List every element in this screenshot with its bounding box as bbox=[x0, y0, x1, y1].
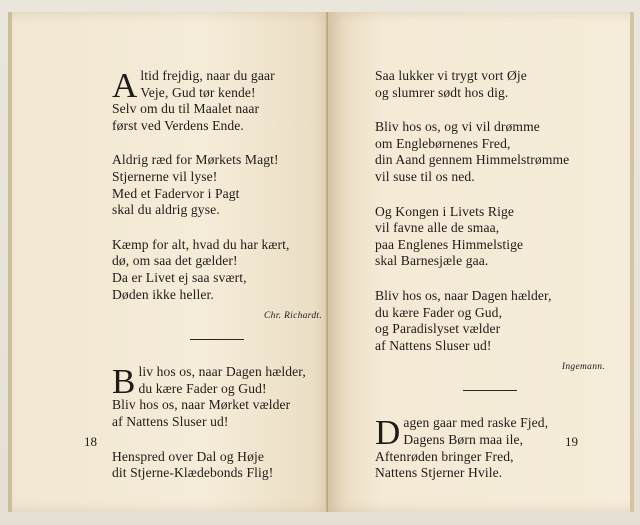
verse-line: først ved Verdens Ende. bbox=[112, 117, 244, 133]
poem2-stanza2 bbox=[112, 449, 322, 482]
poem-attribution: Chr. Richardt. bbox=[264, 311, 322, 322]
verse-line: Bliv hos os, naar Mørket vælder bbox=[112, 397, 291, 413]
poem-attribution: Ingemann. bbox=[561, 362, 605, 373]
verse-line: Henspred over Dal og Høje bbox=[112, 448, 264, 464]
poem1-stanza1 bbox=[112, 68, 322, 134]
verse-line: Døden ikke heller. bbox=[112, 286, 214, 302]
verse-line: skal Barnesjæle gaa. bbox=[375, 253, 489, 269]
verse-line: Bliv hos os, og vi vil drømme bbox=[375, 119, 540, 135]
verse-line: Med et Fadervor i Pagt bbox=[112, 185, 240, 201]
verse-line: din Aand gennem Himmelstrømme bbox=[375, 152, 570, 168]
left-page-text bbox=[112, 68, 322, 500]
section-divider bbox=[463, 390, 517, 391]
verse-line: Aldrig ræd for Mørkets Magt! bbox=[112, 152, 279, 168]
verse-line: Aftenrøden bringer Fred, bbox=[375, 448, 514, 464]
verse-line: liv hos os, naar Dagen hælder, bbox=[138, 364, 306, 380]
verse-line: Dagens Børn maa ile, bbox=[403, 431, 524, 447]
dropcap: B bbox=[112, 362, 136, 402]
verse-line: ltid frejdig, naar du gaar bbox=[140, 68, 275, 83]
verse-line: Saa lukker vi trygt vort Øje bbox=[375, 68, 527, 83]
poem2-stanza1 bbox=[112, 364, 322, 430]
poem2-stanza6 bbox=[375, 288, 605, 354]
verse-line: vil favne alle de smaa, bbox=[375, 220, 500, 236]
verse-line: Og Kongen i Livets Rige bbox=[375, 203, 514, 219]
poem1-stanza2 bbox=[112, 152, 322, 218]
verse-line: af Nattens Sluser ud! bbox=[375, 337, 492, 353]
verse-line: du kære Fader og Gud, bbox=[375, 304, 503, 320]
poem1-stanza3 bbox=[112, 237, 322, 303]
verse-line: Veje, Gud tør kende! bbox=[140, 84, 256, 100]
left-page bbox=[8, 12, 332, 512]
verse-line: Bliv hos os, naar Dagen hælder, bbox=[375, 287, 552, 303]
verse-line: skal du aldrig gyse. bbox=[112, 202, 220, 218]
verse-line: Stjernerne vil lyse! bbox=[112, 168, 218, 184]
right-page bbox=[328, 12, 634, 512]
verse-line: dø, om saa det gælder! bbox=[112, 253, 238, 269]
dropcap: A bbox=[112, 66, 138, 105]
poem2-stanza3 bbox=[375, 68, 605, 101]
verse-line: agen gaar med raske Fjed, bbox=[403, 415, 549, 431]
verse-line: og Paradislyset vælder bbox=[375, 321, 501, 337]
verse-line: Kæmp for alt, hvad du har kært, bbox=[112, 236, 290, 252]
verse-line: paa Englenes Himmelstige bbox=[375, 236, 524, 252]
verse-line: Nattens Stjerner Hvile. bbox=[375, 465, 503, 481]
poem2-stanza4 bbox=[375, 119, 605, 185]
section-divider bbox=[190, 339, 244, 340]
verse-line: af Nattens Sluser ud! bbox=[112, 413, 229, 429]
verse-line: du kære Fader og Gud! bbox=[138, 380, 267, 396]
page-number: 18 bbox=[84, 434, 97, 449]
poem2-stanza5 bbox=[375, 204, 605, 270]
verse-line: Da er Livet ej saa svært, bbox=[112, 269, 247, 285]
verse-line: og slumrer sødt hos dig. bbox=[375, 84, 509, 100]
dropcap: D bbox=[375, 413, 401, 453]
page-number: 19 bbox=[565, 434, 578, 449]
verse-line: om Englebørnenes Fred, bbox=[375, 135, 511, 151]
verse-line: Selv om du til Maalet naar bbox=[112, 101, 260, 117]
verse-line: vil suse til os ned. bbox=[375, 168, 475, 184]
verse-line: dit Stjerne-Klædebonds Flig! bbox=[112, 465, 274, 481]
